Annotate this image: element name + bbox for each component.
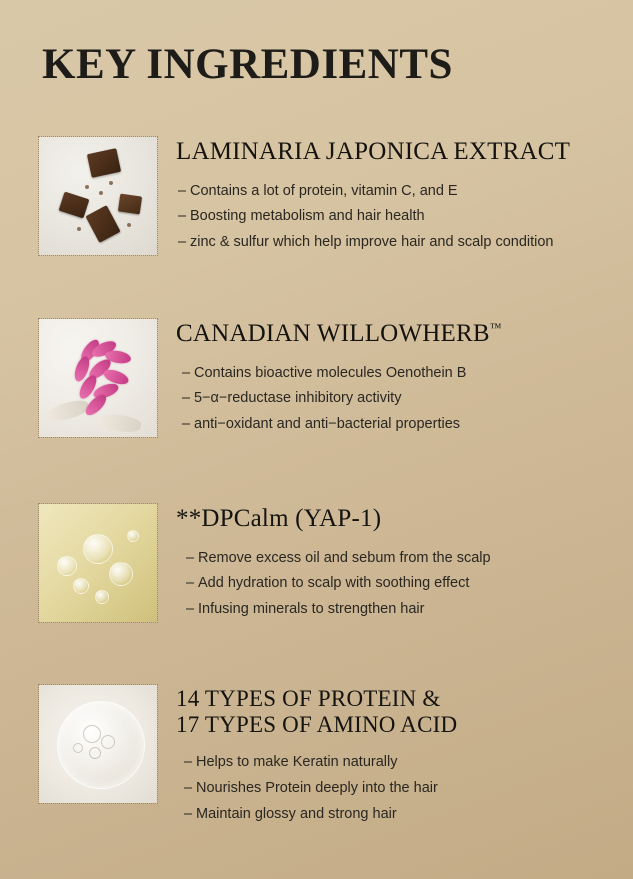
dash-marker: – bbox=[184, 780, 193, 797]
dash-marker: – bbox=[182, 416, 191, 433]
list-item bbox=[182, 412, 604, 438]
protein-amino-acid-thumbnail bbox=[38, 684, 158, 804]
list-item-text: Contains bioactive molecules Oenothein B bbox=[194, 364, 467, 381]
section-canadian-willowherb bbox=[38, 318, 604, 438]
dash-marker: – bbox=[186, 575, 195, 592]
list-item-text: anti−oxidant and anti−bacterial properties bbox=[194, 416, 461, 433]
bullet-list bbox=[184, 750, 604, 827]
list-item-text: Maintain glossy and strong hair bbox=[196, 806, 397, 823]
list-item bbox=[184, 776, 604, 802]
dash-marker: – bbox=[182, 364, 191, 381]
list-item bbox=[182, 361, 604, 387]
dash-marker: – bbox=[178, 182, 187, 199]
section-title-line-2: 17 TYPES OF AMINO ACID bbox=[176, 712, 458, 738]
seaweed-pieces-image bbox=[39, 137, 157, 255]
section-title: LAMINARIA JAPONICA EXTRACT bbox=[176, 138, 571, 165]
list-item bbox=[178, 230, 604, 256]
clear-gel-droplet-image bbox=[39, 685, 157, 803]
list-item-text: zinc & sulfur which help improve hair and scalp condition bbox=[190, 234, 554, 251]
list-item bbox=[178, 204, 604, 230]
bullet-list bbox=[186, 546, 604, 623]
section-protein-amino-acid bbox=[38, 684, 604, 828]
section-title-text: CANADIAN WILLOWHERB bbox=[176, 320, 490, 347]
dash-marker: – bbox=[178, 208, 187, 225]
list-item-text: Boosting metabolism and hair health bbox=[190, 208, 425, 225]
list-item-text: Add hydration to scalp with soothing effect bbox=[198, 575, 470, 592]
section-title-line-1: 14 TYPES OF PROTEIN & bbox=[176, 686, 441, 711]
list-item-text: Remove excess oil and sebum from the scalp bbox=[198, 549, 491, 566]
list-item-text: Nourishes Protein deeply into the hair bbox=[196, 780, 438, 797]
canadian-willowherb-thumbnail bbox=[38, 318, 158, 438]
section-dpcalm bbox=[38, 503, 604, 623]
list-item bbox=[184, 750, 604, 776]
list-item bbox=[186, 597, 604, 623]
dash-marker: – bbox=[186, 549, 195, 566]
pink-flower-image bbox=[39, 319, 157, 437]
laminaria-japonica-thumbnail bbox=[38, 136, 158, 256]
trademark-symbol: ™ bbox=[489, 320, 502, 335]
list-item bbox=[186, 546, 604, 572]
dash-marker: – bbox=[184, 806, 193, 823]
dash-marker: – bbox=[178, 234, 187, 251]
dpcalm-thumbnail bbox=[38, 503, 158, 623]
dash-marker: – bbox=[184, 754, 193, 771]
list-item bbox=[184, 802, 604, 828]
list-item-text: 5−α−reductase inhibitory activity bbox=[194, 390, 402, 407]
bullet-list bbox=[178, 179, 604, 256]
dash-marker: – bbox=[182, 390, 191, 407]
list-item bbox=[186, 571, 604, 597]
bullet-list bbox=[182, 361, 604, 438]
list-item-text: Contains a lot of protein, vitamin C, and E bbox=[190, 182, 458, 199]
section-laminaria-japonica bbox=[38, 136, 604, 256]
list-item bbox=[178, 179, 604, 205]
section-title: **DPCalm (YAP-1) bbox=[176, 505, 382, 532]
list-item bbox=[182, 386, 604, 412]
list-item-text: Infusing minerals to strengthen hair bbox=[198, 601, 425, 618]
list-item-text: Helps to make Keratin naturally bbox=[196, 754, 398, 771]
page-title: KEY INGREDIENTS bbox=[42, 41, 453, 88]
oil-bubbles-image bbox=[39, 504, 157, 622]
dash-marker: – bbox=[186, 601, 195, 618]
section-title bbox=[176, 320, 604, 349]
